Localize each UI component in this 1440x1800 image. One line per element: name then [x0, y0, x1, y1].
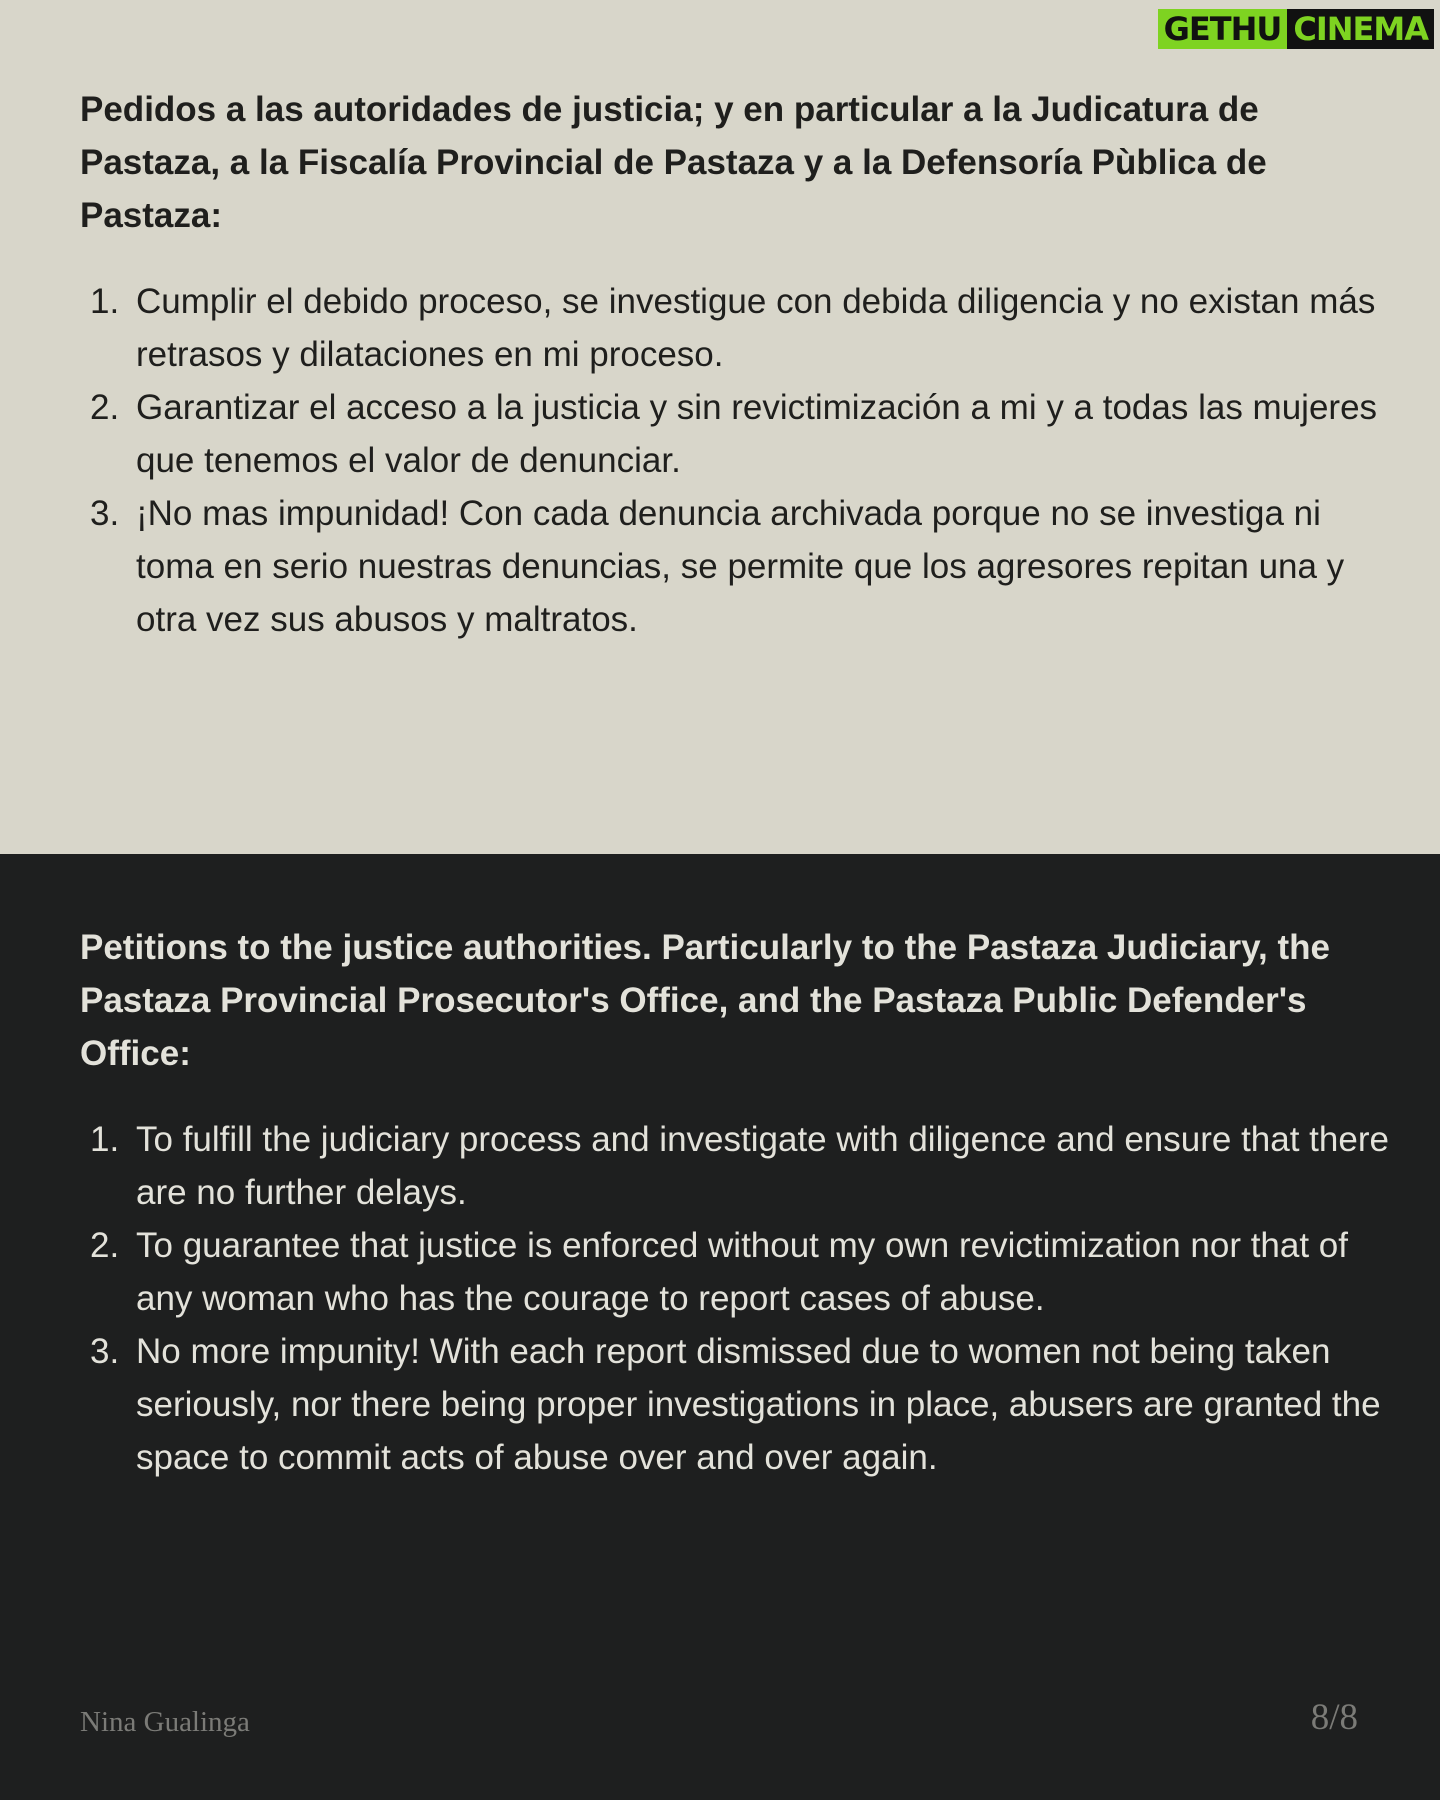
list-item-number: 2.	[90, 388, 120, 427]
english-heading: Petitions to the justice authorities. Particularly to the Pastaza Judiciary, the Pastaza Provincial Prosecutor's Office, and the Pastaza Public Defender's Office:	[80, 928, 1330, 1073]
spanish-petition-list	[80, 275, 1406, 646]
watermark-left-text: GETHU	[1158, 9, 1288, 49]
list-item	[90, 487, 1406, 646]
list-item	[90, 1113, 1406, 1219]
watermark-right-text: CINEMA	[1287, 9, 1434, 49]
list-item	[90, 1325, 1406, 1484]
list-item-text: ¡No mas impunidad! Con cada denuncia archivada porque no se investiga ni toma en serio nuestras denuncias, se permite que los agresores repitan una y otra vez sus abusos y maltratos.	[136, 494, 1345, 639]
author-name: Nina Gualinga	[80, 1706, 250, 1738]
spanish-section	[0, 0, 1440, 854]
list-item-text: No more impunity! With each report dismissed due to women not being taken seriously, nor there being proper investigations in place, abusers are granted the space to commit acts of abuse over and over again.	[136, 1332, 1381, 1477]
list-item-text: To guarantee that justice is enforced without my own revictimization nor that of any woman who has the courage to report cases of abuse.	[136, 1226, 1348, 1318]
list-item	[90, 1219, 1406, 1325]
list-item-number: 1.	[90, 1120, 120, 1159]
watermark-logo	[1158, 8, 1434, 50]
list-item	[90, 381, 1406, 487]
spanish-heading: Pedidos a las autoridades de justicia; y en particular a la Judicatura de Pastaza, a la Fiscalía Provincial de Pastaza y a la Defensoría Pùblica de Pastaza:	[80, 90, 1267, 235]
list-item-number: 3.	[90, 1332, 120, 1371]
list-item	[90, 275, 1406, 381]
english-petition-list	[80, 1113, 1406, 1484]
list-item-number: 3.	[90, 494, 120, 533]
list-item-text: Garantizar el acceso a la justicia y sin revictimización a mi y a todas las mujeres que tenemos el valor de denunciar.	[136, 388, 1378, 480]
list-item-text: To fulfill the judiciary process and investigate with diligence and ensure that there are no further delays.	[136, 1120, 1389, 1212]
list-item-number: 1.	[90, 282, 120, 321]
list-item-text: Cumplir el debido proceso, se investigue con debida diligencia y no existan más retrasos y dilataciones en mi proceso.	[136, 282, 1376, 374]
english-section	[0, 854, 1440, 1800]
page-number: 8/8	[1310, 1697, 1358, 1738]
list-item-number: 2.	[90, 1226, 120, 1265]
